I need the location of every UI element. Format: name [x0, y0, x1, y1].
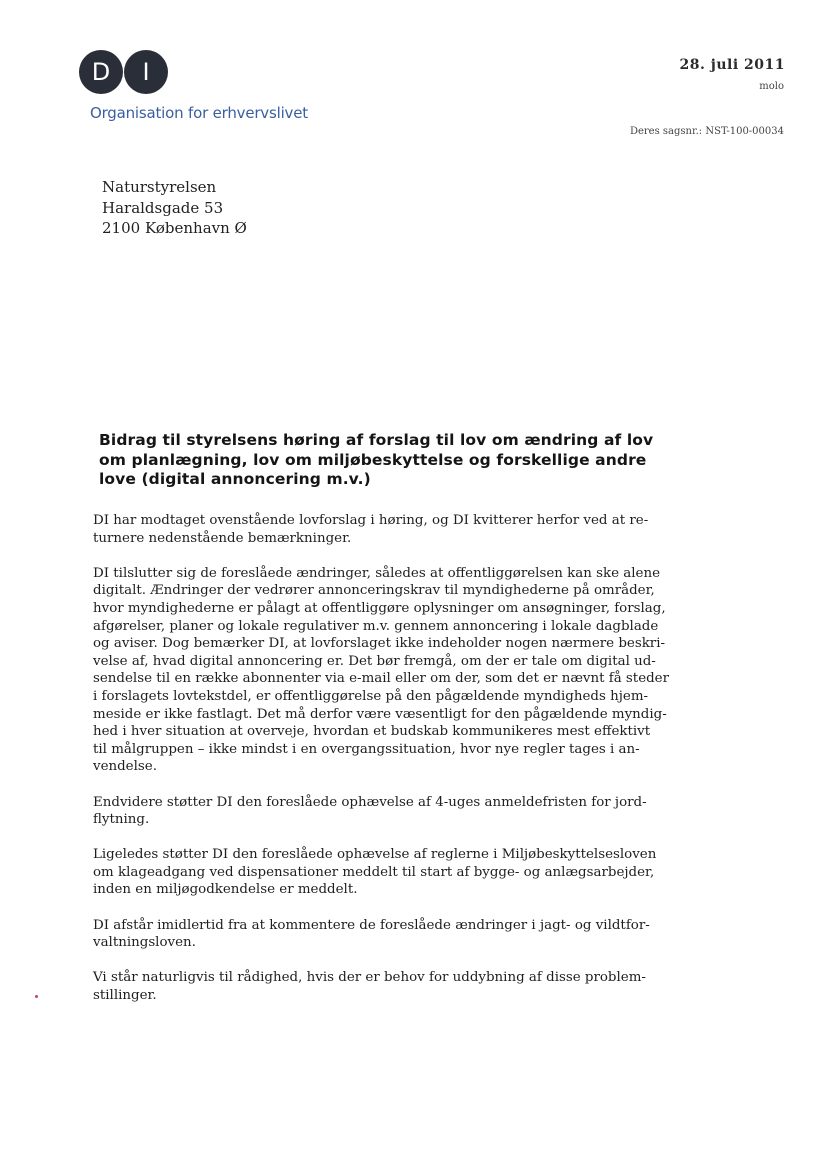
paragraph-jagt — [93, 917, 705, 952]
text-line: Vi står naturligvis til rådighed, hvis der er behov for uddybning af disse problem- — [93, 970, 646, 986]
text-line: DI har modtaget ovenstående lovforslag i høring, og DI kvitterer herfor ved at re- — [93, 513, 649, 528]
paragraph-closing — [93, 969, 705, 1004]
paragraph-digital — [93, 565, 705, 776]
logo-letter-i: I — [124, 50, 168, 94]
text-line: valtningsloven. — [93, 935, 196, 951]
text-line: Endvidere støtter DI den foreslåede ophævelse af 4-uges anmeldefristen for jord- — [93, 794, 647, 810]
sender-initials: molo — [759, 81, 784, 92]
case-reference: Deres sagsnr.: NST-100-00034 — [629, 126, 784, 137]
text-line: DI afstår imidlertid fra at kommentere de foreslåede ændringer i jagt- og vildtfor- — [93, 917, 650, 933]
letter-subject — [99, 431, 709, 490]
text-line: i forslagets lovtekstdel, er offentliggørelse på den pågældende myndigheds hjem- — [93, 688, 649, 704]
subject-line: love (digital annoncering m.v.) — [99, 470, 371, 488]
paragraph-intro — [93, 512, 705, 547]
text-line: vendelse. — [93, 759, 157, 775]
text-line: hvor myndighederne er pålagt at offentliggøre oplysninger om ansøgninger, forslag, — [93, 600, 666, 616]
text-line: inden en miljøgodkendelse er meddelt. — [93, 882, 358, 898]
text-line: om klageadgang ved dispensationer meddelt til start af bygge- og anlægsarbejder, — [93, 864, 655, 880]
recipient-address — [102, 177, 247, 239]
text-line: afgørelser, planer og lokale regulativer m.v. gennem annoncering i lokale dagblade — [93, 618, 659, 634]
text-line: stillinger. — [93, 988, 157, 1004]
di-logo — [79, 50, 169, 98]
paragraph-jordflytning — [93, 794, 705, 829]
organisation-name: Organisation for erhvervslivet — [90, 104, 308, 122]
letter-body — [93, 512, 705, 1022]
text-line: hed i hver situation at overveje, hvordan et budskab kommunikeres mest effektivt — [93, 724, 651, 740]
address-line: Haraldsgade 53 — [102, 198, 224, 217]
letter-date: 28. juli 2011 — [679, 57, 785, 73]
subject-line: Bidrag til styrelsens høring af forslag til lov om ændring af lov — [99, 431, 654, 449]
text-line: sendelse til en række abonnenter via e-mail eller om der, som det er nævnt få steder — [93, 671, 670, 687]
text-line: meside er ikke fastlagt. Det må derfor være væsentligt for den pågældende myndig- — [93, 706, 667, 722]
address-line: Naturstyrelsen — [102, 178, 217, 196]
text-line: digitalt. Ændringer der vedrører annonceringskrav til myndighederne på områder, — [93, 583, 655, 599]
text-line: og aviser. Dog bemærker DI, at lovforslaget ikke indeholder nogen nærmere beskri- — [93, 636, 666, 652]
subject-line: om planlægning, lov om miljøbeskyttelse og forskellige andre — [99, 450, 647, 469]
paragraph-klageadgang — [93, 846, 705, 899]
scan-speck — [35, 995, 38, 998]
text-line: velse af, hvad digital annoncering er. Det bør fremgå, om der er tale om digital ud- — [93, 653, 656, 669]
text-line: flytning. — [93, 812, 150, 828]
logo-letter-d: D — [79, 50, 123, 94]
text-line: Ligeledes støtter DI den foreslåede ophævelse af reglerne i Miljøbeskyttelsesloven — [93, 847, 657, 863]
text-line: DI tilslutter sig de foreslåede ændringer, således at offentliggørelsen kan ske alene — [93, 565, 661, 581]
text-line: turnere nedenstående bemærkninger. — [93, 530, 352, 546]
address-line: 2100 København Ø — [102, 219, 247, 237]
text-line: til målgruppen – ikke mindst i en overgangssituation, hvor nye regler tages i an- — [93, 741, 640, 757]
